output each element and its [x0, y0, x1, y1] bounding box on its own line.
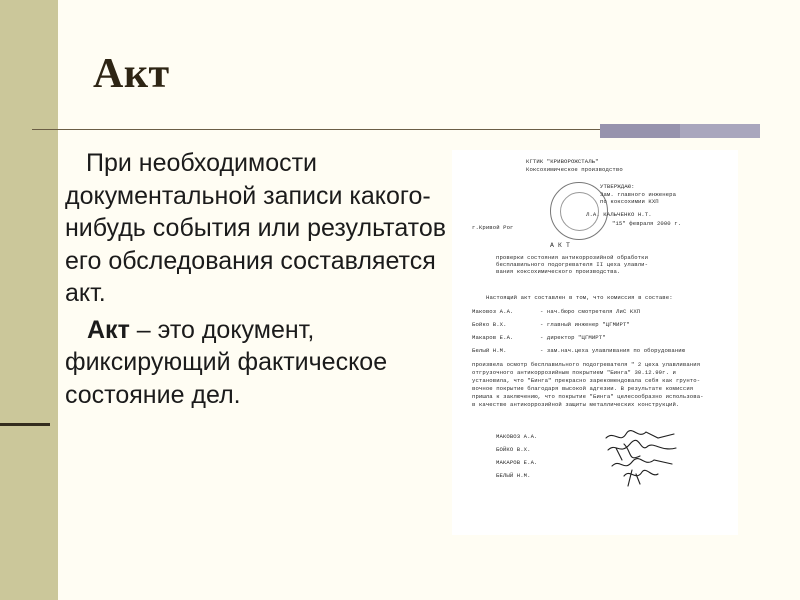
- doc-subject2: бесплавильного подогревателя II цеха улавли-: [496, 261, 649, 268]
- doc-org-line1: КГТИК "КРИВОРОЖСТАЛЬ": [526, 158, 599, 165]
- doc-subject3: вания коксохимического производства.: [496, 268, 621, 275]
- doc-member-name: Маковоз А.А.: [472, 308, 514, 315]
- side-accent-band: [0, 0, 58, 600]
- side-accent-mark: [0, 423, 50, 426]
- doc-text-line: пришла к заключению, что покрытие "Бинга" целесообразно использова-: [472, 393, 704, 400]
- doc-approve-date: "15" февраля 2000 г.: [612, 220, 682, 227]
- doc-subject1: проверки состояния антикоррозийной обработки: [496, 254, 649, 261]
- doc-city: г.Кривой Рог: [472, 224, 514, 231]
- definition-text: – это документ, фиксирующий фактическое состояние дел.: [65, 315, 388, 409]
- doc-approve-name: Л.А. КАЛЬЧЕНКО Н.Т.: [586, 211, 652, 218]
- doc-member-name: Белый Н.М.: [472, 347, 507, 354]
- doc-member-role: - главный инженер "ЦГМИРТ": [540, 321, 630, 328]
- doc-signer: БОЙКО В.Х.: [496, 446, 531, 453]
- doc-signer: МАКОВОЗ А.А.: [496, 433, 538, 440]
- doc-member-name: Макаров Е.А.: [472, 334, 514, 341]
- slide-body: [65, 147, 450, 411]
- doc-member-role: - нач.бюро смотретеля ЛиС КХП: [540, 308, 641, 315]
- doc-member-role: - зам.нач.цеха улавливания по оборудованию: [540, 347, 686, 354]
- doc-approve-role1: Зам. главного инженера: [600, 191, 677, 198]
- doc-signer: МАКАРОВ Е.А.: [496, 459, 538, 466]
- slide-title: Акт: [93, 51, 170, 97]
- paragraph-definition: [65, 314, 450, 412]
- paragraph-definition-context: При необходимости документальной записи какого-нибудь события или результатов его обследования составляется акт.: [65, 149, 447, 307]
- doc-approve-role2: по коксохимии КХП: [600, 198, 659, 205]
- title-divider: [32, 129, 600, 130]
- doc-text-line: в качестве антикоррозийной защиты металлических конструкций.: [472, 401, 680, 408]
- doc-act-title: А К Т: [550, 242, 571, 249]
- doc-member-name: Бойко В.Х.: [472, 321, 507, 328]
- doc-text-line: вочное покрытие благодаря высокой адгезии. В результате комиссия: [472, 385, 694, 392]
- doc-member-role: - директор "ЦГМИРТ": [540, 334, 606, 341]
- doc-text-line: произвела осмотр бесплавильного подогревателя " 2 цеха улавливания: [472, 361, 701, 368]
- handwritten-signatures: [602, 426, 692, 488]
- doc-signer: БЕЛЫЙ Н.М.: [496, 472, 531, 479]
- doc-text-line: отгрузочного антикоррозийным покрытием "Бинга" 30.12.99г. и: [472, 369, 676, 376]
- act-document-image: [452, 150, 738, 535]
- doc-org-line2: Коксохимическое производство: [526, 166, 623, 173]
- doc-approve: УТВЕРЖДАЮ:: [600, 183, 635, 190]
- doc-intro: Настоящий акт составлен в том, что комиссия в составе:: [486, 294, 673, 301]
- doc-text-line: установила, что "Бинга" прекрасно зарекомендовала себя как грунто-: [472, 377, 701, 384]
- divider-accent-block: [600, 124, 760, 138]
- term-akt: Акт: [87, 315, 130, 344]
